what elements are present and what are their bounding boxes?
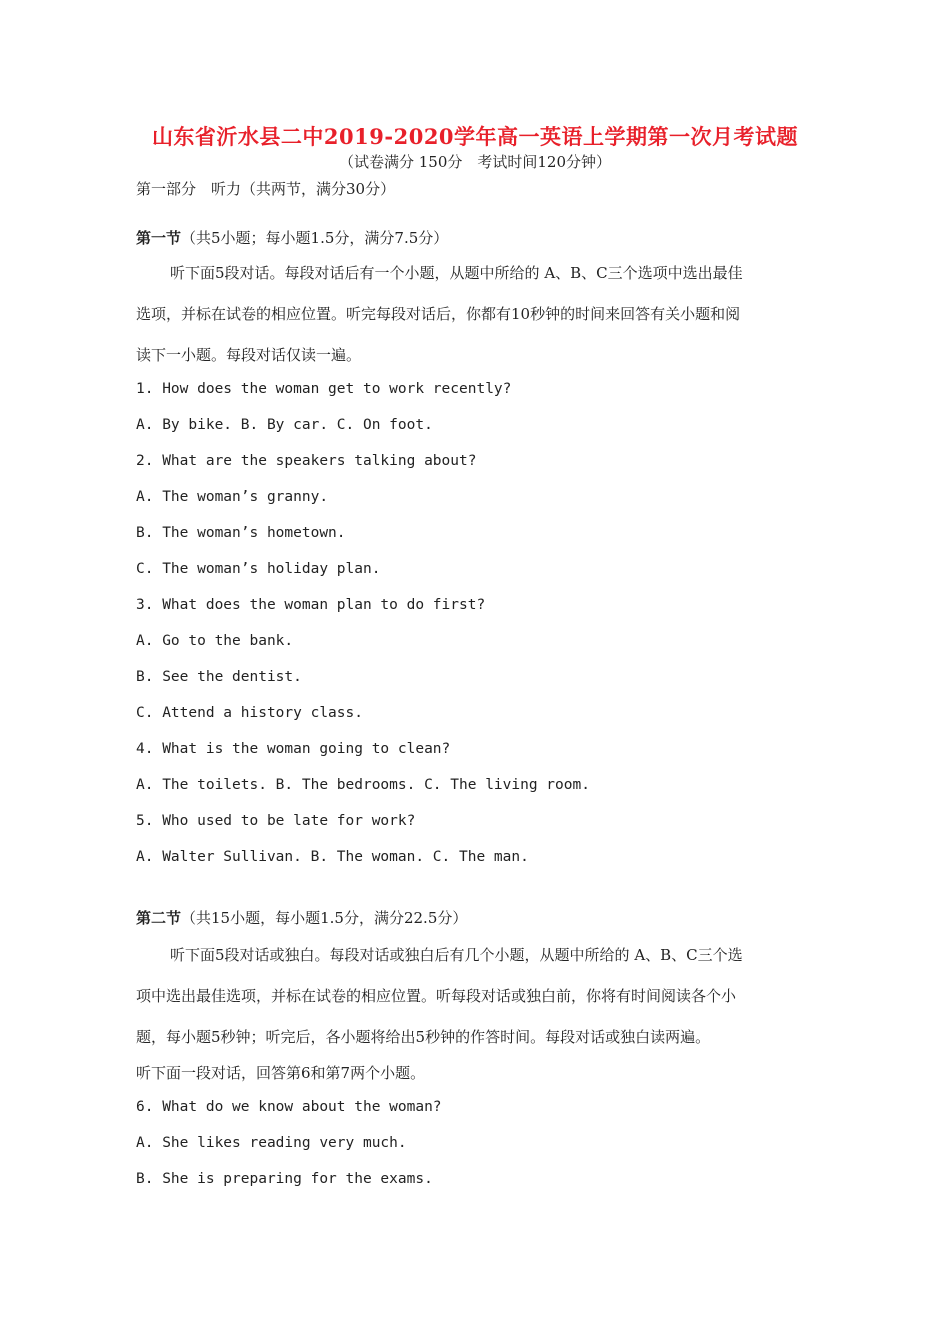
section2-instruction-line: 项中选出最佳选项，并标在试卷的相应位置。听每段对话或独白前，你将有时间阅读各个小 [136,987,737,1005]
question-2: 2. What are the speakers talking about? [136,453,477,469]
question-2-option-b: B. The woman’s hometown. [136,525,346,541]
section2-label: 第二节 [136,909,182,927]
section2-heading [136,907,467,928]
section1-instruction-line: 听下面5段对话。每段对话后有一个小题，从题中所给的 A、B、C三个选项中选出最佳 [170,264,743,282]
question-5-options: A. Walter Sullivan. B. The woman. C. The man. [136,849,529,865]
question-1-options: A. By bike. B. By car. C. On foot. [136,417,433,433]
question-5: 5. Who used to be late for work? [136,813,416,829]
question-3-option-c: C. Attend a history class. [136,705,363,721]
question-6-option-a: A. She likes reading very much. [136,1135,407,1151]
exam-subtitle: （试卷满分 150分 考试时间120分钟） [338,153,612,171]
section1-rule: （共5小题；每小题1.5分，满分7.5分） [181,229,449,247]
part1-heading: 第一部分 听力（共两节，满分30分） [136,180,396,198]
question-6-option-b: B. She is preparing for the exams. [136,1171,433,1187]
question-6: 6. What do we know about the woman? [136,1099,442,1115]
question-4-options: A. The toilets. B. The bedrooms. C. The living room. [136,777,590,793]
question-3: 3. What does the woman plan to do first? [136,597,486,613]
section2-instruction-line: 题，每小题5秒钟；听完后，各小题将给出5秒钟的作答时间。每段对话或独白读两遍。 [136,1028,711,1046]
question-3-option-a: A. Go to the bank. [136,633,294,649]
question-1: 1. How does the woman get to work recently? [136,381,512,397]
section1-heading [136,227,448,248]
section2-instruction-line: 听下面5段对话或独白。每段对话或独白后有几个小题，从题中所给的 A、B、C三个选 [170,946,743,964]
exam-title: 山东省沂水县二中2019-2020学年高一英语上学期第一次月考试题 [151,124,799,149]
section2-prompt: 听下面一段对话，回答第6和第7两个小题。 [136,1064,426,1082]
question-3-option-b: B. See the dentist. [136,669,302,685]
section1-label: 第一节 [136,229,182,247]
question-4: 4. What is the woman going to clean? [136,741,451,757]
question-2-option-a: A. The woman’s granny. [136,489,329,505]
section1-instruction-line: 选项，并标在试卷的相应位置。听完每段对话后，你都有10秒钟的时间来回答有关小题和阅 [136,305,741,323]
question-2-option-c: C. The woman’s holiday plan. [136,561,381,577]
section2-rule: （共15小题，每小题1.5分，满分22.5分） [181,909,468,927]
section1-instruction-line: 读下一小题。每段对话仅读一遍。 [136,346,362,364]
